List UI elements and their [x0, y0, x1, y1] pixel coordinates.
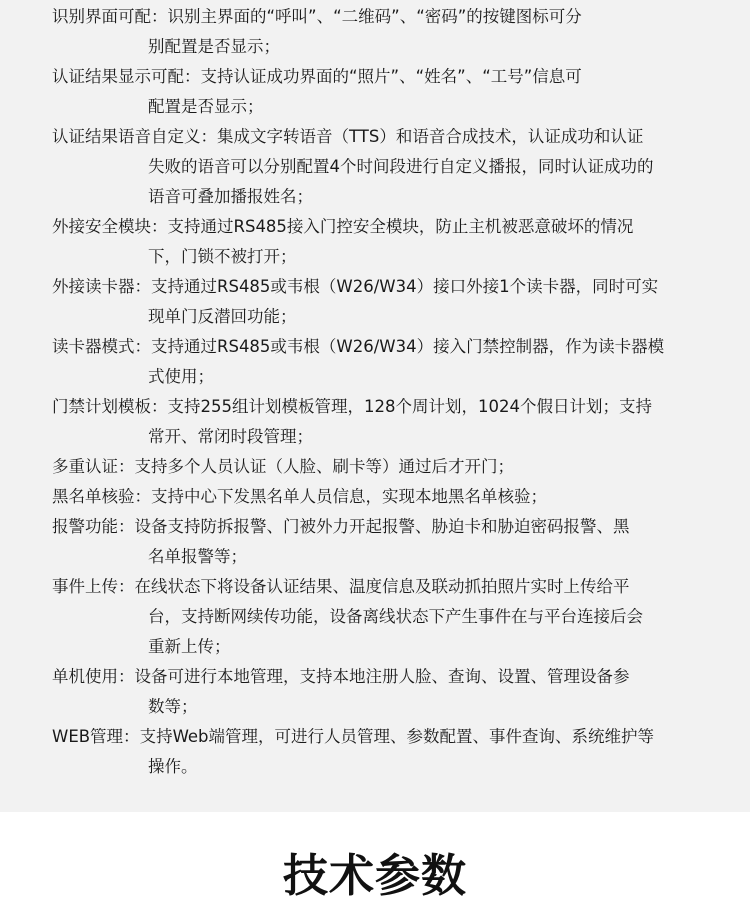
feature-label: 读卡器模式： [52, 337, 151, 356]
feature-first-line [52, 392, 722, 422]
feature-first-line [52, 122, 722, 152]
feature-item [52, 662, 722, 722]
feature-first-line [52, 452, 722, 482]
feature-first-line [52, 212, 722, 242]
feature-item [52, 512, 722, 572]
feature-item [52, 62, 722, 122]
feature-first-line [52, 572, 722, 602]
feature-first-line [52, 272, 722, 302]
feature-text [52, 392, 722, 452]
feature-text [52, 272, 722, 332]
feature-description: 支持Web端管理，可进行人员管理、参数配置、事件查询、系统维护等 [139, 727, 655, 746]
feature-label: 报警功能： [52, 517, 135, 536]
feature-text [52, 122, 722, 212]
feature-label: 单机使用： [52, 667, 135, 686]
feature-description-continued: 现单门反潜回功能； [148, 307, 297, 326]
feature-description-continued: 名单报警等； [148, 547, 247, 566]
feature-first-line [52, 722, 722, 752]
feature-text [52, 62, 722, 122]
feature-description-continued: 下，门锁不被打开； [148, 247, 297, 266]
feature-description: 识别主界面的“呼叫”、“二维码”、“密码”的按键图标可分 [167, 7, 582, 26]
feature-label: 多重认证： [52, 457, 135, 476]
feature-list [52, 2, 722, 782]
feature-text [52, 212, 722, 272]
feature-description-continued: 别配置是否显示； [148, 37, 280, 56]
feature-text [52, 572, 722, 662]
feature-first-line [52, 482, 722, 512]
feature-description: 支持通过RS485或韦根（W26/W34）接入门禁控制器，作为读卡器模 [151, 337, 665, 356]
feature-description-continued: 语音可叠加播报姓名； [148, 187, 313, 206]
feature-item [52, 392, 722, 452]
feature-text [52, 2, 722, 62]
feature-description: 支持认证成功界面的“照片”、“姓名”、“工号”信息可 [200, 67, 582, 86]
section-title: 技术参数 [282, 849, 467, 902]
feature-text [52, 512, 722, 572]
feature-label: 门禁计划模板： [52, 397, 168, 416]
feature-description: 设备可进行本地管理，支持本地注册人脸、查询、设置、管理设备参 [134, 667, 630, 686]
feature-label: 事件上传： [52, 577, 135, 596]
feature-text [52, 452, 722, 482]
feature-item [52, 722, 722, 782]
feature-first-line [52, 62, 722, 92]
feature-description: 支持中心下发黑名单人员信息，实现本地黑名单核验； [151, 487, 547, 506]
feature-first-line [52, 512, 722, 542]
feature-label: 识别界面可配： [52, 7, 168, 26]
feature-label: 认证结果语音自定义： [52, 127, 217, 146]
feature-item [52, 572, 722, 662]
feature-item [52, 332, 722, 392]
feature-first-line [52, 2, 722, 32]
feature-item [52, 272, 722, 332]
feature-description-continued: 重新上传； [148, 637, 231, 656]
feature-description: 集成文字转语音（TTS）和语音合成技术，认证成功和认证 [217, 127, 644, 146]
feature-text [52, 662, 722, 722]
feature-label: 外接读卡器： [52, 277, 151, 296]
feature-description: 支持255组计划模板管理，128个周计划，1024个假日计划；支持 [167, 397, 652, 416]
feature-description: 支持通过RS485接入门控安全模块，防止主机被恶意破坏的情况 [167, 217, 634, 236]
feature-item [52, 212, 722, 272]
feature-description-continued: 式使用； [148, 367, 214, 386]
feature-item [52, 122, 722, 212]
feature-description: 设备支持防拆报警、门被外力开起报警、胁迫卡和胁迫密码报警、黑 [134, 517, 630, 536]
feature-first-line [52, 662, 722, 692]
feature-label: WEB管理： [52, 727, 140, 746]
feature-text [52, 722, 722, 782]
feature-label: 黑名单核验： [52, 487, 151, 506]
feature-description-continued: 操作。 [148, 757, 198, 776]
feature-item [52, 482, 722, 512]
feature-item [52, 452, 722, 482]
feature-item [52, 2, 722, 62]
feature-description: 支持多个人员认证（人脸、刷卡等）通过后才开门； [134, 457, 514, 476]
feature-first-line [52, 332, 722, 362]
feature-description-continued: 配置是否显示； [148, 97, 264, 116]
feature-description-continued: 台，支持断网续传功能，设备离线状态下产生事件在与平台连接后会 [148, 607, 643, 626]
feature-text [52, 332, 722, 392]
feature-label: 认证结果显示可配： [52, 67, 201, 86]
feature-description-continued: 常开、常闭时段管理； [148, 427, 313, 446]
feature-description: 支持通过RS485或韦根（W26/W34）接口外接1个读卡器，同时可实 [151, 277, 659, 296]
feature-description-continued: 失败的语音可以分别配置4个时间段进行自定义播报，同时认证成功的 [148, 157, 654, 176]
feature-text [52, 482, 722, 512]
feature-description: 在线状态下将设备认证结果、温度信息及联动抓拍照片实时上传给平 [134, 577, 630, 596]
feature-description-continued: 数等； [148, 697, 198, 716]
feature-label: 外接安全模块： [52, 217, 168, 236]
